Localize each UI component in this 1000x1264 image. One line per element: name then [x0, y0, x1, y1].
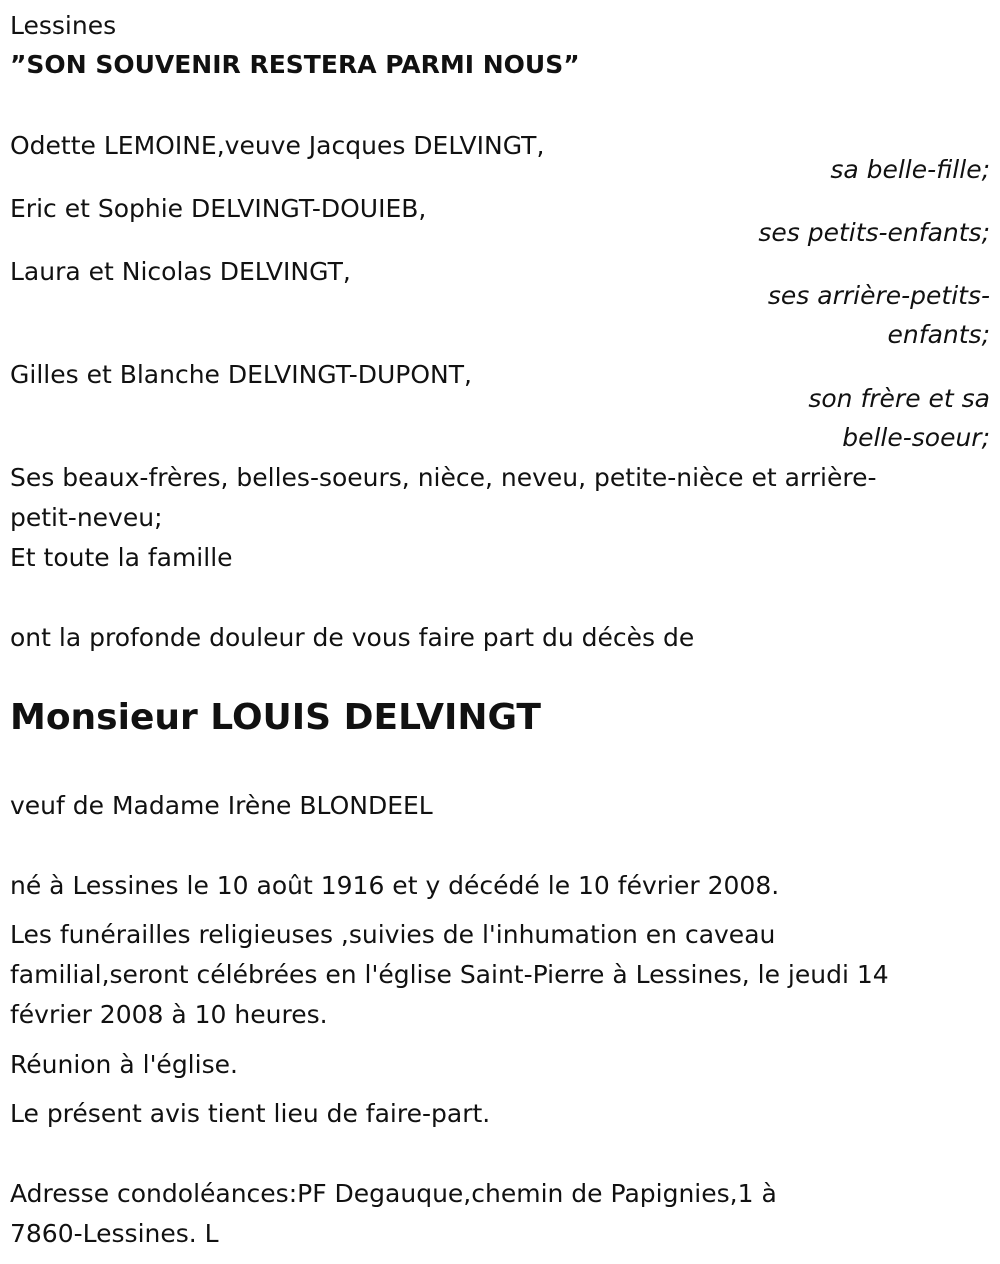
family-member-name: Eric et Sophie DELVINGT-DOUIEB,	[10, 194, 427, 223]
meeting-place: Réunion à l'église.	[10, 1050, 238, 1079]
other-relatives: Ses beaux-frères, belles-soeurs, nièce, neveu, petite-nièce et arrière-	[10, 463, 877, 492]
condolence-address: Adresse condoléances:PF Degauque,chemin de Papignies,1 à	[10, 1179, 777, 1208]
funeral-text: familial,seront célébrées en l'église Saint-Pierre à Lessines, le jeudi 14	[10, 960, 889, 989]
family-member-name: Gilles et Blanche DELVINGT-DUPONT,	[10, 360, 472, 389]
condolence-address: 7860-Lessines. L	[10, 1219, 219, 1248]
announcement: ont la profonde douleur de vous faire part du décès de	[10, 623, 695, 652]
funeral-text: février 2008 à 10 heures.	[10, 1000, 328, 1029]
notice-text: Le présent avis tient lieu de faire-part.	[10, 1099, 491, 1128]
family-member-name: Odette LEMOINE,veuve Jacques DELVINGT,	[10, 131, 545, 160]
family-relation: son frère et sa	[808, 384, 990, 413]
family-relation: ses arrière-petits-	[767, 281, 990, 310]
family-relation: ses petits-enfants;	[758, 218, 990, 247]
whole-family: Et toute la famille	[10, 543, 233, 572]
family-relation: enfants;	[887, 320, 990, 349]
family-member-name: Laura et Nicolas DELVINGT,	[10, 257, 351, 286]
motto: ”SON SOUVENIR RESTERA PARMI NOUS”	[10, 50, 580, 79]
other-relatives: petit-neveu;	[10, 503, 163, 532]
family-relation: belle-soeur;	[842, 423, 990, 452]
widower-of: veuf de Madame Irène BLONDEEL	[10, 791, 433, 820]
city-name: Lessines	[10, 11, 117, 40]
funeral-text: Les funérailles religieuses ,suivies de l'inhumation en caveau	[10, 920, 776, 949]
birth-death: né à Lessines le 10 août 1916 et y décédé le 10 février 2008.	[10, 871, 780, 900]
deceased-name: Monsieur LOUIS DELVINGT	[10, 697, 541, 738]
family-relation: sa belle-fille;	[830, 155, 990, 184]
